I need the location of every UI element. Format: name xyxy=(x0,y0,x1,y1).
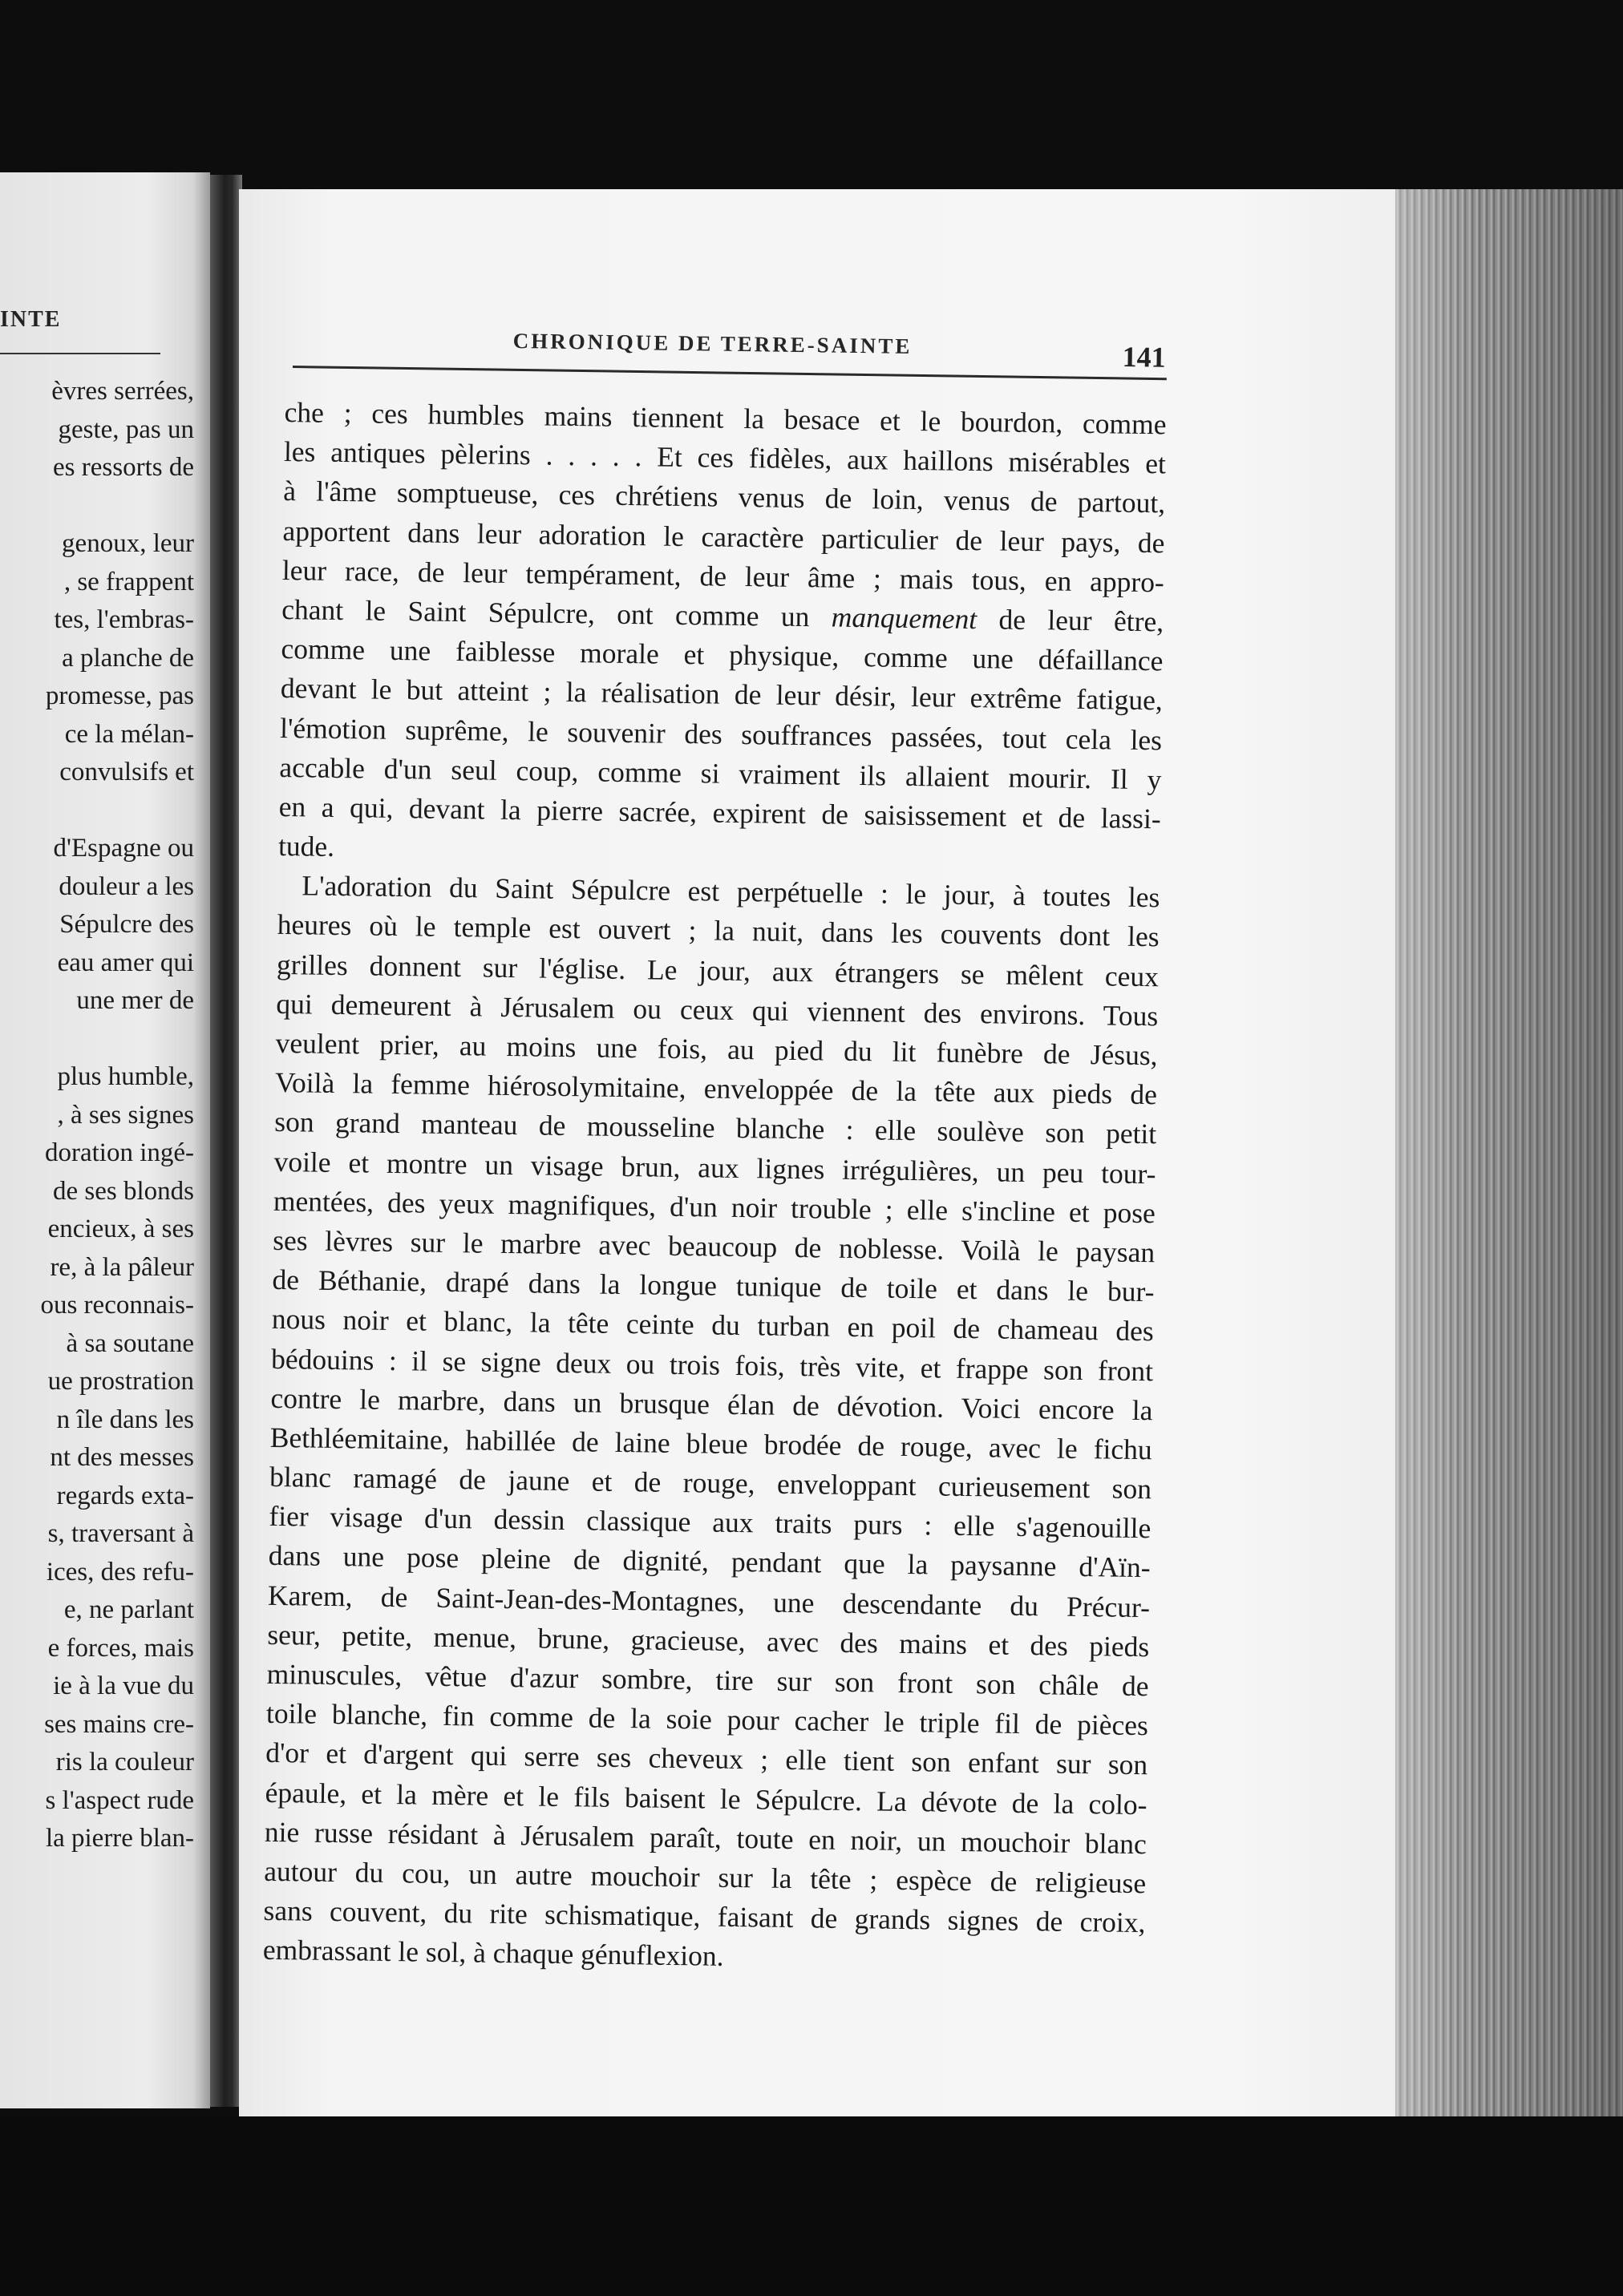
left-text-line: eau amer qui xyxy=(57,948,194,977)
left-text-line: ue prostration xyxy=(47,1367,194,1396)
text-line: che ; ces humbles mains tiennent la besace et le bourdon, comme xyxy=(284,395,1167,441)
left-text-line: d'Espagne ou xyxy=(53,834,194,863)
left-header-rule xyxy=(0,353,160,354)
left-text-line: re, à la pâleur xyxy=(50,1252,194,1282)
italic-word: manquement xyxy=(831,600,977,636)
text-line: heures où le temple est ouvert ; la nuit, dans les couvents dont les xyxy=(277,908,1160,953)
text-line: l'émotion suprême, le souvenir des souffrances passées, tout cela les xyxy=(279,711,1163,756)
left-text-line: nt des messes xyxy=(50,1443,194,1472)
running-head: CHRONIQUE DE TERRE-SAINTE xyxy=(512,329,913,358)
left-running-head: INTE xyxy=(0,307,62,332)
text-line: contre le marbre, dans un brusque élan de dévotion. Voici encore la xyxy=(270,1381,1153,1426)
text-line: blanc ramagé de jaune et de rouge, enveloppant curieusement son xyxy=(269,1460,1152,1506)
text-line: Karem, de Saint-Jean-des-Montagnes, une descendante du Précur- xyxy=(267,1578,1151,1623)
left-text-line: ices, des refu- xyxy=(46,1557,194,1587)
text-line: épaule, et la mère et le fils baisent le Sépulcre. La dévote de la colo- xyxy=(265,1776,1147,1821)
text-line: nous noir et blanc, la tête ceinte du turban en poil de chameau des xyxy=(271,1303,1155,1348)
book-gutter xyxy=(210,175,242,2107)
scanner-background xyxy=(0,2116,1623,2296)
text-line: leur race, de leur tempérament, de leur âme ; mais tous, en appro- xyxy=(281,553,1165,599)
page-edges-shade xyxy=(1395,189,1623,2125)
text-line: L'adoration du Saint Sépulcre est perpétuelle : le jour, à toutes les xyxy=(302,869,1160,914)
text-line: bédouins : il se signe deux ou trois fois, très vite, et frappe son front xyxy=(270,1342,1154,1387)
text-line: Voilà la femme hiérosolymitaine, enveloppée de la tête aux pieds de xyxy=(274,1066,1158,1111)
paragraph-gap xyxy=(0,792,194,831)
left-text-line: , se frappent xyxy=(63,567,194,596)
left-text-line: ie à la vue du xyxy=(53,1671,194,1700)
left-text-line: plus humble, xyxy=(57,1062,194,1091)
text-line: toile blanche, fin comme de la soie pour cacher le triple fil de pièces xyxy=(265,1697,1149,1742)
left-text-line: de ses blonds xyxy=(53,1176,194,1206)
text-line: nie russe résidant à Jérusalem paraît, toute en noir, un mouchoir blanc xyxy=(264,1815,1147,1860)
left-text-line: s l'aspect rude xyxy=(45,1785,194,1815)
text-line: fier visage d'un dessin classique aux traits purs : elle s'agenouille xyxy=(269,1500,1151,1545)
text-line: qui demeurent à Jérusalem ou ceux qui viennent des environs. Tous xyxy=(276,987,1159,1033)
text-line: les antiques pèlerins . . . . . Et ces fidèles, aux haillons misérables et xyxy=(283,435,1167,480)
paragraph-gap xyxy=(0,1021,194,1059)
left-text-line: tes, l'embras- xyxy=(54,605,194,634)
text-line: ses lèvres sur le marbre avec beaucoup de noblesse. Voilà le paysan xyxy=(272,1223,1156,1269)
left-text-line: la pierre blan- xyxy=(45,1824,194,1853)
left-text-line: geste, pas un xyxy=(58,414,194,444)
left-text-line: à sa soutane xyxy=(66,1328,194,1358)
left-text-line: convulsifs et xyxy=(59,758,194,786)
text-line: tude. xyxy=(277,830,335,863)
text-segment: chant le Saint Sépulcre, ont comme un xyxy=(281,592,832,633)
left-text-line: es ressorts de xyxy=(53,453,194,482)
left-text-line: ous reconnais- xyxy=(40,1291,194,1320)
text-line: mentées, des yeux magnifiques, d'un noir trouble ; elle s'incline et pose xyxy=(273,1184,1156,1230)
left-page-text xyxy=(0,373,194,1858)
left-text-line: , à ses signes xyxy=(57,1100,194,1130)
left-text-line: ses mains cre- xyxy=(44,1709,194,1739)
text-line: à l'âme somptueuse, ces chrétiens venus de loin, venus de partout, xyxy=(283,475,1166,519)
text-line: sans couvent, du rite schismatique, faisant de grands signes de croix, xyxy=(263,1894,1146,1939)
left-text-line: regards exta- xyxy=(56,1481,194,1510)
text-line: minuscules, vêtue d'azur sombre, tire sur son front son châle de xyxy=(266,1657,1149,1703)
text-line: en a qui, devant la pierre sacrée, expirent de saisissement et de lassi- xyxy=(278,790,1161,835)
paragraph-gap xyxy=(0,487,194,526)
text-line: dans une pose pleine de dignité, pendant que la paysanne d'Aïn- xyxy=(268,1539,1151,1584)
text-line: voile et montre un visage brun, aux lignes irrégulières, un peu tour- xyxy=(273,1145,1156,1190)
left-text-line: e forces, mais xyxy=(47,1633,194,1663)
left-text-line: doration ingé- xyxy=(44,1138,194,1167)
text-line: de Béthanie, drapé dans la longue tunique de toile et dans le bur- xyxy=(272,1263,1155,1308)
text-line: son grand manteau de mousseline blanche : elle soulève son petit xyxy=(274,1106,1157,1150)
left-text-line: a planche de xyxy=(62,643,194,673)
left-text-line: ce la mélan- xyxy=(64,719,194,749)
left-text-line: Sépulcre des xyxy=(59,910,194,939)
left-text-line: n île dans les xyxy=(56,1405,194,1434)
text-segment: de leur être, xyxy=(976,603,1164,638)
text-line: accable d'un seul coup, comme si vraiment ils allaient mourir. Il y xyxy=(279,750,1162,795)
left-text-line: genoux, leur xyxy=(62,529,194,558)
text-line: seur, petite, menue, brune, gracieuse, avec des mains et des pieds xyxy=(267,1618,1150,1663)
text-line: devant le but atteint ; la réalisation de leur désir, leur extrême fatigue, xyxy=(280,672,1164,717)
page-body-text xyxy=(263,393,1167,1983)
text-line: autour du cou, un autre mouchoir sur la tête ; espèce de religieuse xyxy=(263,1854,1147,1900)
left-text-line: encieux, à ses xyxy=(47,1215,194,1243)
left-text-line: èvres serrées, xyxy=(51,377,194,406)
left-text-line: s, traversant à xyxy=(47,1519,194,1548)
left-text-line: ris la couleur xyxy=(55,1748,194,1777)
left-text-line: une mer de xyxy=(76,986,194,1015)
text-line: apportent dans leur adoration le caractère particulier de leur pays, de xyxy=(282,514,1165,559)
text-line: embrassant le sol, à chaque génuflexion. xyxy=(262,1934,724,1973)
text-line: d'or et d'argent qui serre ses cheveux ; elle tient son enfant sur son xyxy=(265,1736,1148,1781)
left-text-line: promesse, pas xyxy=(45,681,194,710)
text-line: Bethléemitaine, habillée de laine bleue brodée de rouge, avec le fichu xyxy=(269,1421,1152,1466)
left-text-line: douleur a les xyxy=(59,871,194,901)
left-text-line: e, ne parlant xyxy=(63,1595,194,1624)
text-line: comme une faiblesse morale et physique, comme une défaillance xyxy=(281,633,1164,677)
text-line: veulent prier, au moins une fois, au pied du lit funèbre de Jésus, xyxy=(275,1026,1158,1072)
page-number: 141 xyxy=(1122,340,1166,374)
text-line: grilles donnent sur l'église. Le jour, aux étrangers se mêlent ceux xyxy=(276,948,1160,992)
left-page xyxy=(0,172,210,2108)
